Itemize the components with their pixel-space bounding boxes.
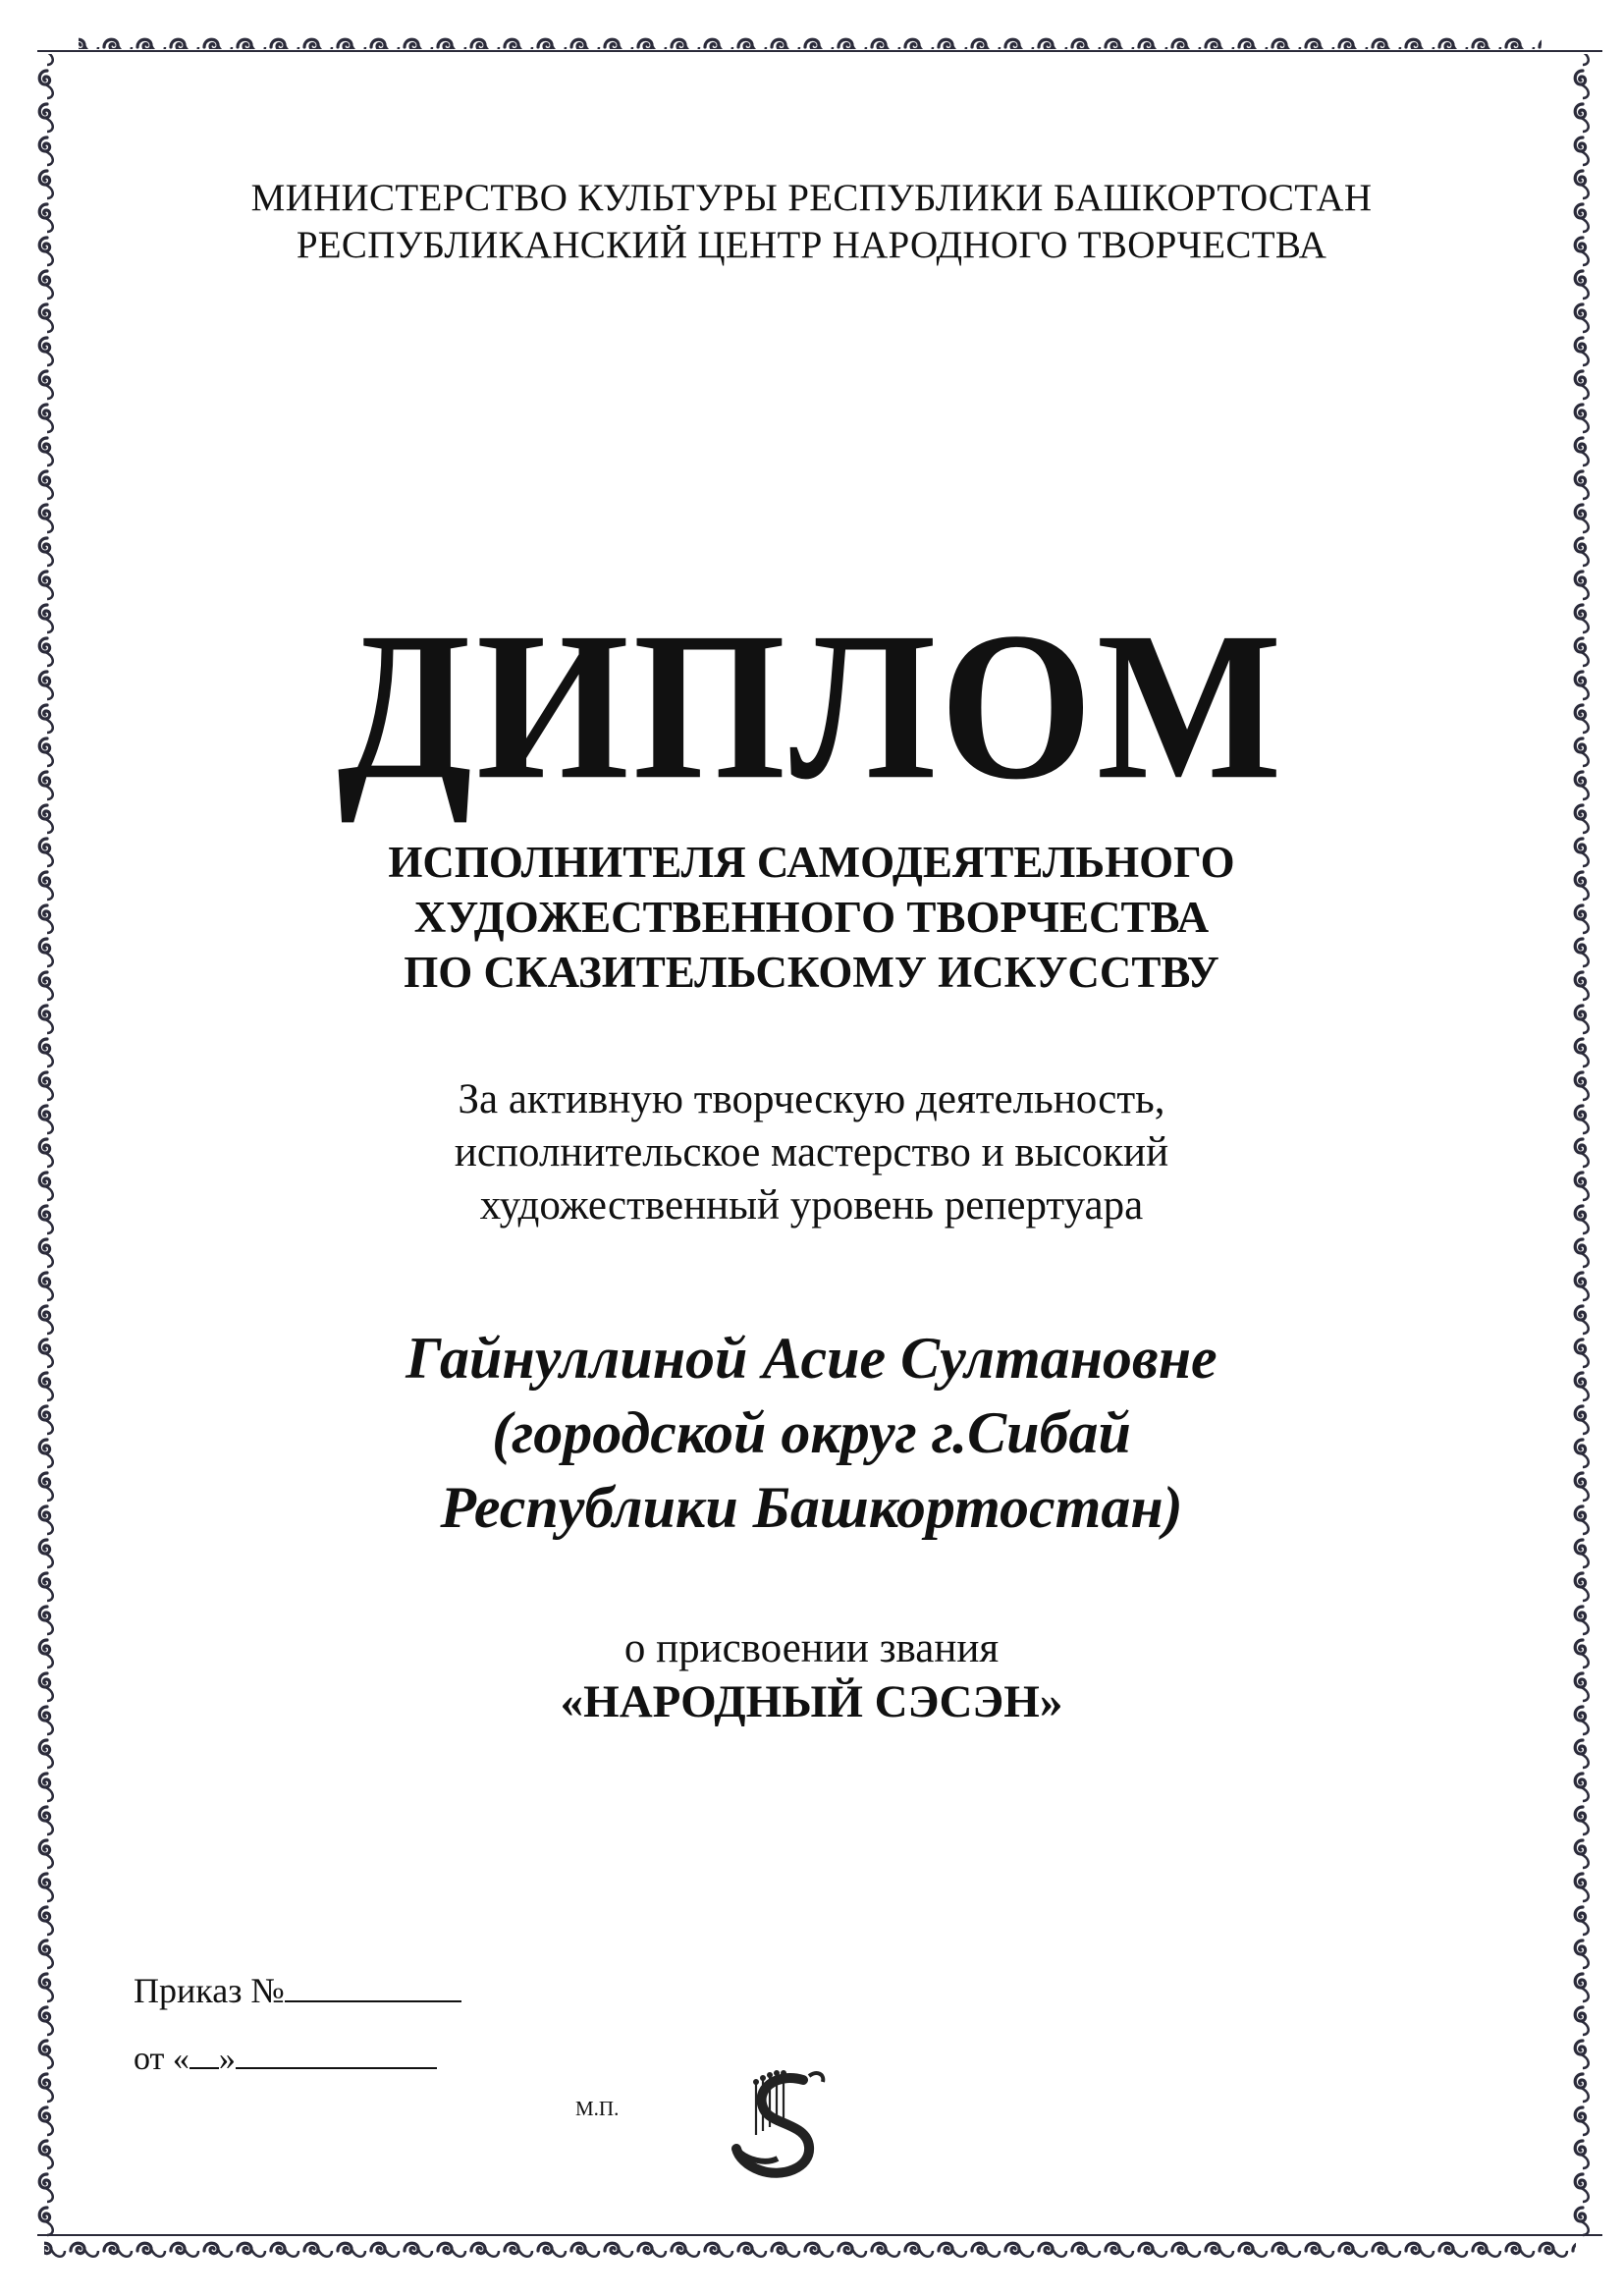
center-name: РЕСПУБЛИКАНСКИЙ ЦЕНТР НАРОДНОГО ТВОРЧЕСТВА <box>296 224 1327 266</box>
subtitle-line-1: ИСПОЛНИТЕЛЯ САМОДЕЯТЕЛЬНОГО <box>388 838 1235 887</box>
order-month-blank <box>236 2038 437 2069</box>
recipient-name: Гайнуллиной Асие Султановне <box>406 1326 1217 1391</box>
order-date-prefix: от « <box>134 2041 189 2077</box>
ministry-name: МИНИСТЕРСТВО КУЛЬТУРЫ РЕСПУБЛИКИ БАШКОРТОСТАН <box>250 177 1373 219</box>
diploma-subtitle <box>0 835 1623 1000</box>
recipient-location-2: Республики Башкортостан) <box>440 1475 1183 1540</box>
border-top <box>79 22 1542 49</box>
recipient-block <box>0 1321 1623 1545</box>
reason-line-2: исполнительское мастерство и высокий <box>454 1129 1169 1175</box>
reason-line-3: художественный уровень репертуара <box>479 1182 1144 1229</box>
issuer-header <box>0 175 1623 269</box>
order-number-blank <box>285 1971 461 2002</box>
diploma-title: ДИПЛОМ <box>337 589 1286 824</box>
award-title: «НАРОДНЫЙ СЭСЭН» <box>560 1676 1063 1727</box>
center-logo-icon <box>727 2062 835 2185</box>
stamp-place-label: М.П. <box>575 2097 620 2120</box>
order-day-blank <box>189 2038 219 2069</box>
award-label: о присвоении звания <box>623 1625 1000 1671</box>
order-number-line <box>134 1969 461 2012</box>
border-bottom <box>44 2237 1576 2267</box>
recipient-location-1: (городской округ г.Сибай <box>492 1400 1131 1465</box>
subtitle-line-3: ПО СКАЗИТЕЛЬСКОМУ ИСКУССТВУ <box>404 948 1219 997</box>
reason-line-1: За активную творческую деятельность, <box>458 1076 1165 1122</box>
award-reason <box>0 1073 1623 1232</box>
order-date-suffix: » <box>218 2041 236 2077</box>
subtitle-line-2: ХУДОЖЕСТВЕННОГО ТВОРЧЕСТВА <box>413 893 1210 942</box>
order-date-line <box>134 2038 437 2081</box>
order-number-label: Приказ № <box>134 1971 285 2010</box>
